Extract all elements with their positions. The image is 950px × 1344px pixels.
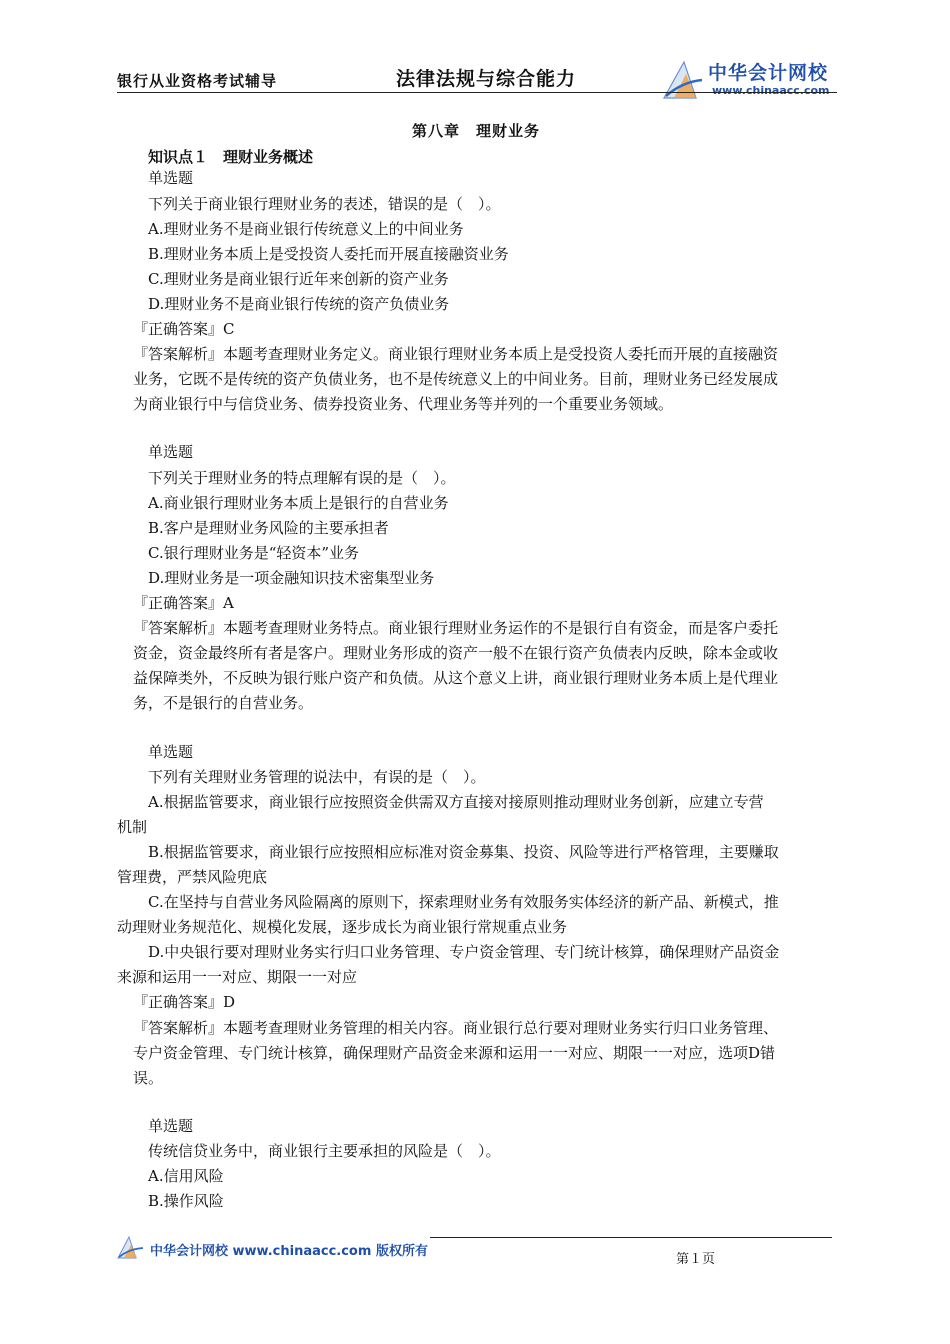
q1-analysis-line: 业务，它既不是传统的资产负债业务，也不是传统意义上的中间业务。目前，理财业务已经发展成 bbox=[133, 370, 779, 388]
q2-option-d: D.理财业务是一项金融知识技术密集型业务 bbox=[148, 569, 435, 587]
q2-option-a: A.商业银行理财业务本质上是银行的自营业务 bbox=[148, 494, 449, 512]
q3-option-a: A.根据监管要求，商业银行应按照资金供需双方直接对接原则推动理财业务创新，应建立专营 bbox=[148, 793, 764, 811]
knowledge-point-title: 知识点１ 理财业务概述 bbox=[148, 148, 314, 166]
q1-answer: 『正确答案』C bbox=[133, 320, 235, 338]
q2-option-c: C.银行理财业务是“轻资本”业务 bbox=[148, 544, 360, 562]
q1-option-b: B.理财业务本质上是受投资人委托而开展直接融资业务 bbox=[148, 245, 509, 263]
q3-option-c-cont: 动理财业务规范化、规模化发展，逐步成长为商业银行常规重点业务 bbox=[117, 918, 568, 936]
q3-stem: 下列有关理财业务管理的说法中，有误的是（ ）。 bbox=[148, 768, 486, 786]
q2-analysis-line: 资金，资金最终所有者是客户。理财业务形成的资产一般不在银行资产负债表内反映，除本金或收 bbox=[133, 644, 779, 662]
q2-analysis-line: 益保障类外，不反映为银行账户资产和负债。从这个意义上讲，商业银行理财业务本质上是代理业 bbox=[133, 669, 779, 687]
q1-option-d: D.理财业务不是商业银行传统的资产负债业务 bbox=[148, 295, 450, 313]
q3-option-a-cont: 机制 bbox=[117, 818, 148, 836]
q3-answer: 『正确答案』D bbox=[133, 993, 236, 1011]
chapter-title: 第八章 理财业务 bbox=[412, 122, 541, 140]
q1-stem: 下列关于商业银行理财业务的表述，错误的是（ ）。 bbox=[148, 195, 501, 213]
q4-option-a: A.信用风险 bbox=[148, 1167, 224, 1185]
header-book-title: 法律法规与综合能力 bbox=[396, 68, 577, 90]
q1-option-a: A.理财业务不是商业银行传统意义上的中间业务 bbox=[148, 220, 464, 238]
q3-analysis-line: 误。 bbox=[133, 1069, 164, 1087]
q4-option-b: B.操作风险 bbox=[148, 1192, 224, 1210]
q1-type: 单选题 bbox=[148, 169, 194, 187]
q2-option-b: B.客户是理财业务风险的主要承担者 bbox=[148, 519, 389, 537]
q1-analysis-line: 为商业银行中与信贷业务、债券投资业务、代理业务等并列的一个重要业务领域。 bbox=[133, 395, 674, 413]
footer-copyright: 中华会计网校 www.chinaacc.com 版权所有 bbox=[150, 1244, 428, 1259]
q3-option-b-cont: 管理费，严禁风险兜底 bbox=[117, 868, 268, 886]
q3-option-b: B.根据监管要求，商业银行应按照相应标准对资金募集、投资、风险等进行严格管理，主要赚取 bbox=[148, 843, 779, 861]
q4-type: 单选题 bbox=[148, 1117, 194, 1135]
q2-answer: 『正确答案』A bbox=[133, 594, 234, 612]
q1-analysis-line: 『答案解析』本题考查理财业务定义。商业银行理财业务本质上是受投资人委托而开展的直接融资 bbox=[133, 345, 779, 363]
footer-rule bbox=[430, 1237, 832, 1238]
q2-analysis-line: 务，不是银行的自营业务。 bbox=[133, 694, 314, 712]
q3-type: 单选题 bbox=[148, 743, 194, 761]
header-subject-series: 银行从业资格考试辅导 bbox=[117, 72, 278, 90]
footer-logo-icon bbox=[117, 1234, 147, 1260]
header-rule bbox=[117, 92, 837, 93]
q1-option-c: C.理财业务是商业银行近年来创新的资产业务 bbox=[148, 270, 449, 288]
q3-option-c: C.在坚持与自营业务风险隔离的原则下，探索理财业务有效服务实体经济的新产品、新模式，推 bbox=[148, 893, 779, 911]
logo-url: www.chinaacc.com bbox=[712, 84, 830, 97]
q4-stem: 传统信贷业务中，商业银行主要承担的风险是（ ）。 bbox=[148, 1142, 501, 1160]
q2-stem: 下列关于理财业务的特点理解有误的是（ ）。 bbox=[148, 469, 456, 487]
q2-analysis-line: 『答案解析』本题考查理财业务特点。商业银行理财业务运作的不是银行自有资金，而是客户委托 bbox=[133, 619, 779, 637]
q3-option-d: D.中央银行要对理财业务实行归口业务管理、专户资金管理、专门统计核算，确保理财产品资金 bbox=[148, 943, 780, 961]
page-number: 第１页 bbox=[676, 1252, 716, 1267]
q3-analysis-line: 专户资金管理、专门统计核算，确保理财产品资金来源和运用一一对应、期限一一对应，选项D错 bbox=[133, 1044, 776, 1062]
q3-analysis-line: 『答案解析』本题考查理财业务管理的相关内容。商业银行总行要对理财业务实行归口业务管理、 bbox=[133, 1019, 779, 1037]
q2-type: 单选题 bbox=[148, 443, 194, 461]
q3-option-d-cont: 来源和运用一一对应、期限一一对应 bbox=[117, 968, 358, 986]
logo-name: 中华会计网校 bbox=[708, 62, 829, 84]
